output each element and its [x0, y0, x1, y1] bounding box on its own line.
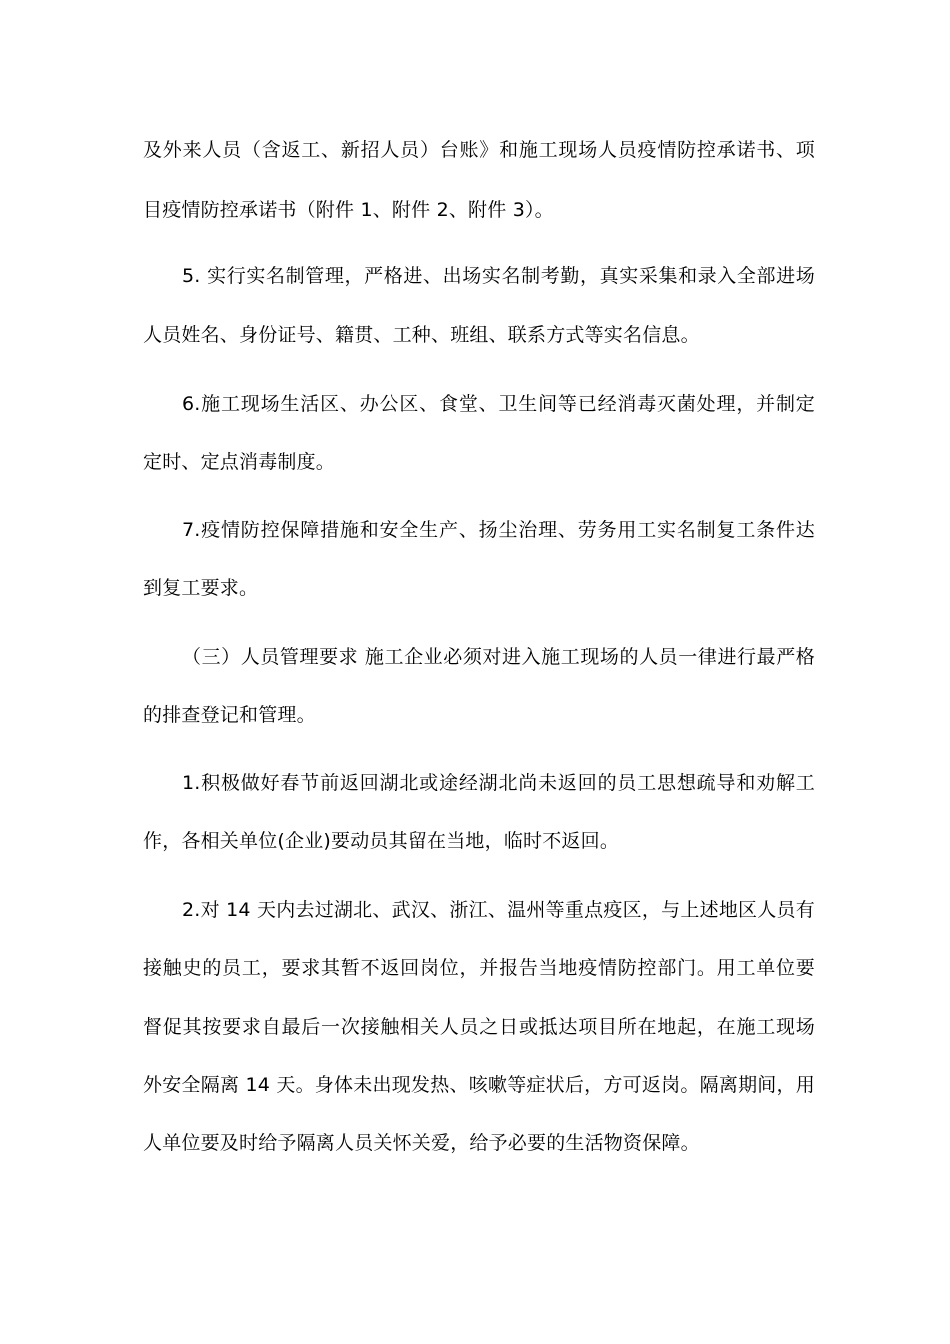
paragraph-item-6-line-1: 6.施工现场生活区、办公区、食堂、卫生间等已经消毒灭菌处理，并制定	[182, 393, 815, 415]
paragraph-sub-item-2-line-5: 人单位要及时给予隔离人员关怀关爱，给予必要的生活物资保障。	[143, 1132, 700, 1154]
paragraph-item-5-line-2: 人员姓名、身份证号、籍贯、工种、班组、联系方式等实名信息。	[143, 324, 700, 346]
paragraph-sub-item-2-line-3: 督促其按要求自最后一次接触相关人员之日或抵达项目所在地起，在施工现场	[143, 1016, 815, 1038]
section-3-heading-line-1: （三）人员管理要求 施工企业必须对进入施工现场的人员一律进行最严格	[182, 646, 815, 668]
paragraph-item-7-line-2: 到复工要求。	[143, 577, 259, 599]
paragraph-item-5-line-1: 5. 实行实名制管理，严格进、出场实名制考勤，真实采集和录入全部进场	[182, 265, 815, 287]
paragraph-item-7-line-1: 7.疫情防控保障措施和安全生产、扬尘治理、劳务用工实名制复工条件达	[182, 519, 815, 541]
paragraph-sub-item-1-line-1: 1.积极做好春节前返回湖北或途经湖北尚未返回的员工思想疏导和劝解工	[182, 772, 815, 794]
paragraph-sub-item-2-line-1: 2.对 14 天内去过湖北、武汉、浙江、温州等重点疫区，与上述地区人员有	[182, 899, 815, 921]
paragraph-sub-item-2-line-2: 接触史的员工，要求其暂不返回岗位，并报告当地疫情防控部门。用工单位要	[143, 957, 815, 979]
paragraph-sub-item-2-line-4: 外安全隔离 14 天。身体未出现发热、咳嗽等症状后，方可返岗。隔离期间，用	[143, 1074, 815, 1096]
section-3-heading-line-2: 的排查登记和管理。	[143, 704, 316, 726]
paragraph-item-6-line-2: 定时、定点消毒制度。	[143, 451, 336, 473]
paragraph-continuation-line-1: 及外来人员（含返工、新招人员）台账》和施工现场人员疫情防控承诺书、项	[143, 139, 815, 161]
paragraph-continuation-line-2: 目疫情防控承诺书（附件 1、附件 2、附件 3）。	[143, 199, 554, 221]
paragraph-sub-item-1-line-2: 作，各相关单位(企业)要动员其留在当地，临时不返回。	[143, 830, 620, 852]
